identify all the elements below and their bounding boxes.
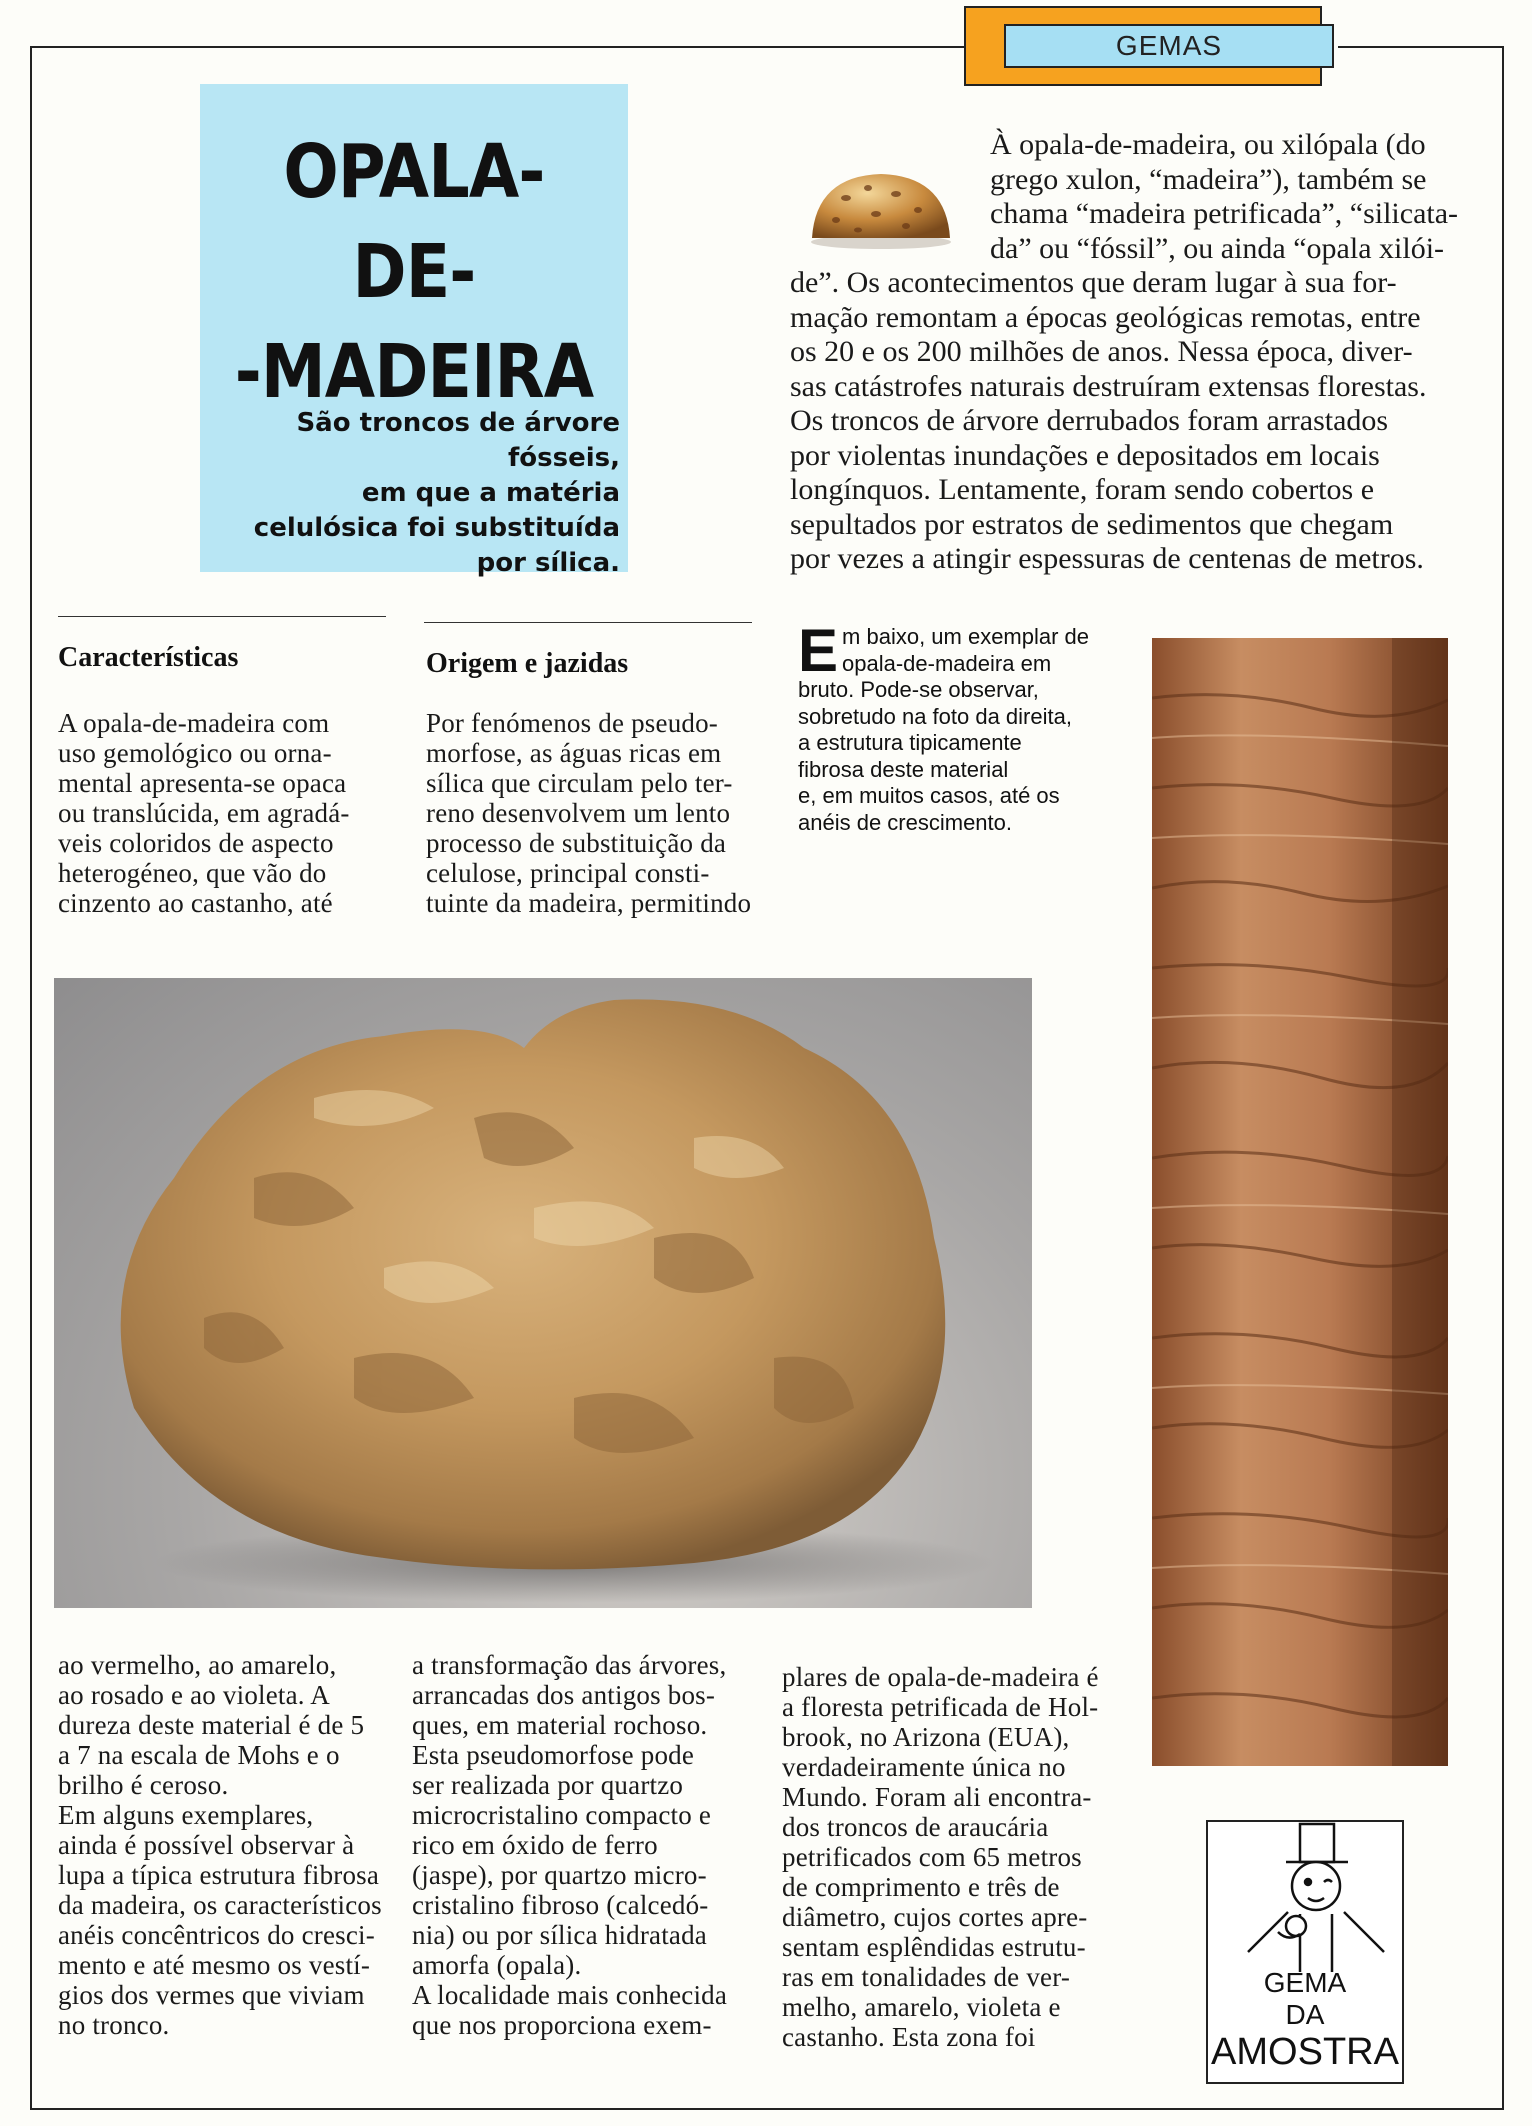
text-line: Por fenómenos de pseudo-	[426, 708, 718, 738]
text-line: nia) ou por sílica hidratada	[412, 1920, 707, 1950]
third-column-text-bottom	[782, 1662, 1110, 2052]
frame-line-left	[30, 46, 32, 2108]
text-line: ao vermelho, ao amarelo,	[58, 1650, 337, 1680]
text-line: (jaspe), por quartzo micro-	[412, 1860, 707, 1890]
page-subtitle	[220, 406, 620, 581]
text-line: sílica que circulam pelo ter-	[426, 768, 733, 798]
text-line: processo de substituição da	[426, 828, 727, 858]
text-line: reno desenvolvem um lento	[426, 798, 731, 828]
text-line: microcristalino compacto e	[412, 1800, 712, 1830]
caracteristicas-text-top	[58, 708, 382, 918]
origem-text-bottom	[412, 1650, 742, 2040]
stamp-label-line1: GEMA	[1263, 1967, 1347, 1998]
text-line: ou translúcida, em agradá-	[58, 798, 350, 828]
text-line: dos troncos de araucária	[782, 1812, 1049, 1842]
subtitle-line: em que a matéria	[361, 478, 620, 508]
intro-line: da” ou “fóssil”, ou ainda “opala xilói-	[990, 231, 1445, 265]
text-line: plares de opala-de-madeira é	[782, 1662, 1099, 1692]
intro-line: À opala-de-madeira, ou xilópala (do	[990, 128, 1426, 161]
page-title	[226, 122, 603, 422]
text-line: morfose, as águas ricas em	[426, 738, 722, 768]
intro-line: sepultados por estratos de sedimentos que chegam	[790, 507, 1394, 541]
intro-line: grego xulon, “madeira”), também se	[990, 162, 1427, 196]
text-line: Esta pseudomorfose pode	[412, 1740, 695, 1770]
petrified-wood-closeup-photo	[1152, 638, 1448, 1766]
caption-line: bruto. Pode-se observar,	[798, 677, 1039, 702]
gemologist-illustration-icon	[1208, 1822, 1402, 1972]
intro-line: Os troncos de árvore derrubados foram arrastados	[790, 404, 1389, 437]
caption-line: fibrosa deste material	[798, 756, 1009, 782]
text-line: ser realizada por quartzo	[412, 1770, 684, 1800]
text-line: amorfa (opala).	[412, 1950, 582, 1980]
stamp-label-line2: DA	[1285, 1999, 1325, 2030]
text-line: A opala-de-madeira com	[58, 708, 330, 738]
text-line: mento e até mesmo os vestí-	[58, 1950, 371, 1980]
intro-line: longínquos. Lentamente, foram sendo cobertos e	[790, 473, 1375, 506]
text-line: uso gemológico ou orna-	[58, 738, 332, 768]
text-line: veis coloridos de aspecto	[58, 828, 334, 858]
intro-line: mação remontam a épocas geológicas remotas, entre	[790, 300, 1421, 334]
subtitle-line: por sílica.	[476, 548, 620, 578]
photo-caption	[798, 617, 1128, 836]
caption-dropcap: E	[798, 617, 839, 684]
text-line: gios dos vermes que viviam	[58, 1980, 365, 2010]
rough-opal-photo	[54, 978, 1032, 1608]
intro-line: os 20 e os 200 milhões de anos. Nessa época, diver-	[790, 335, 1413, 368]
subtitle-line: celulósica foi substituída	[253, 513, 620, 543]
text-line: melho, amarelo, violeta e	[782, 1992, 1061, 2022]
text-line: ainda é possível observar à	[58, 1830, 355, 1860]
origem-text-top	[426, 708, 752, 918]
caption-line: anéis de crescimento.	[798, 809, 1012, 835]
text-line: rico em óxido de ferro	[412, 1830, 658, 1860]
frame-line-bottom	[30, 2108, 1504, 2110]
caption-line: sobretudo na foto da direita,	[798, 703, 1072, 729]
petrified-wood-image	[1152, 638, 1448, 1766]
text-line: Mundo. Foram ali encontra-	[782, 1782, 1092, 1812]
text-line: petrificados com 65 metros	[782, 1842, 1082, 1872]
sample-gem-stamp	[1206, 1820, 1404, 2084]
text-line: diâmetro, cujos cortes apre-	[782, 1902, 1088, 1932]
caption-line: a estrutura tipicamente	[798, 730, 1022, 755]
text-line: celulose, principal consti-	[426, 858, 710, 888]
rough-opal-rock-image	[54, 978, 1032, 1608]
text-line: cinzento ao castanho, até	[58, 888, 333, 918]
intro-paragraph	[790, 128, 1470, 577]
text-line: de comprimento e três de	[782, 1872, 1060, 1902]
text-line: ques, em material rochoso.	[412, 1710, 708, 1740]
section-heading-caracteristicas: Características	[58, 642, 239, 673]
text-line: sentam esplêndidas estrutu-	[782, 1932, 1086, 1962]
text-line: heterogéneo, que vão do	[58, 858, 327, 888]
text-line: arrancadas dos antigos bos-	[412, 1680, 716, 1710]
intro-line: de”. Os acontecimentos que deram lugar à sua for-	[790, 266, 1397, 299]
text-line: brilho é ceroso.	[58, 1770, 229, 1800]
intro-line: sas catástrofes naturais destruíram extensas florestas.	[790, 369, 1427, 403]
text-line: da madeira, os característicos	[58, 1890, 382, 1920]
category-tab	[1004, 24, 1334, 68]
text-line: a floresta petrificada de Hol-	[782, 1692, 1099, 1722]
text-line: a transformação das árvores,	[412, 1650, 727, 1680]
text-line: mental apresenta-se opaca	[58, 768, 347, 798]
intro-line: chama “madeira petrificada”, “silicata-	[990, 197, 1459, 230]
text-line: A localidade mais conhecida	[412, 1980, 728, 2010]
section-rule	[58, 616, 386, 617]
category-tab-label: GEMAS	[1115, 30, 1223, 61]
text-line: a 7 na escala de Mohs e o	[58, 1740, 340, 1770]
text-line: brook, no Arizona (EUA),	[782, 1722, 1070, 1752]
text-line: ao rosado e ao violeta. A	[58, 1680, 330, 1710]
text-line: dureza deste material é de 5	[58, 1710, 365, 1740]
frame-line-top-right	[1338, 46, 1502, 48]
text-line: Em alguns exemplares,	[58, 1800, 314, 1830]
text-line: que nos proporciona exem-	[412, 2010, 712, 2040]
intro-line: por vezes a atingir espessuras de centenas de metros.	[790, 542, 1424, 575]
caption-line: opala-de-madeira em	[842, 650, 1052, 676]
text-line: castanho. Esta zona foi	[782, 2022, 1036, 2052]
stamp-label-line3: AMOSTRA	[1211, 2031, 1399, 2073]
section-rule	[424, 622, 752, 623]
text-line: cristalino fibroso (calcedó-	[412, 1890, 709, 1920]
frame-line-top	[30, 46, 968, 48]
page-title-line1: OPALA-DE-	[283, 129, 545, 315]
text-line: verdadeiramente única no	[782, 1752, 1066, 1782]
section-heading-origem: Origem e jazidas	[426, 648, 629, 679]
text-line: no tronco.	[58, 2010, 170, 2040]
subtitle-line: São troncos de árvore fósseis,	[296, 408, 620, 473]
page-title-line2: -MADEIRA	[234, 329, 594, 415]
caption-line: m baixo, um exemplar de	[842, 624, 1090, 649]
text-line: lupa a típica estrutura fibrosa	[58, 1860, 380, 1890]
text-line: ras em tonalidades de ver-	[782, 1962, 1071, 1992]
caption-line: e, em muitos casos, até os	[798, 783, 1060, 808]
text-line: tuinte da madeira, permitindo	[426, 888, 752, 918]
text-line: anéis concêntricos do cresci-	[58, 1920, 375, 1950]
frame-line-right	[1502, 46, 1504, 2108]
caracteristicas-text-bottom	[58, 1650, 388, 2040]
title-box	[200, 84, 628, 578]
intro-line: por violentas inundações e depositados em locais	[790, 438, 1380, 472]
